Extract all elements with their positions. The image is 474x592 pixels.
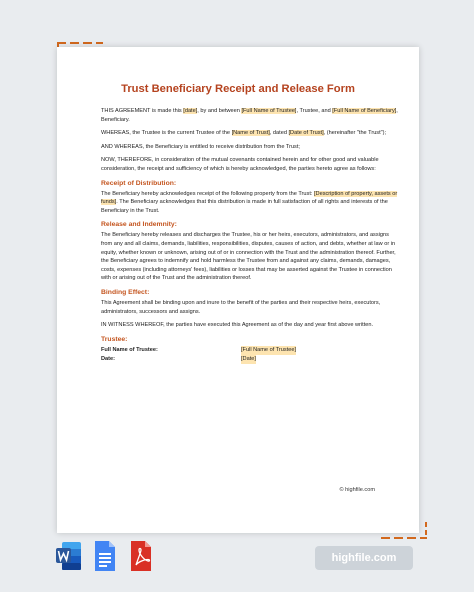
- receipt-text: The Beneficiary hereby acknowledges receipt of the following property from the Trust:: [101, 190, 314, 197]
- trustee-name-placeholder: [Full Name of Trustee]: [241, 108, 297, 114]
- highfile-badge[interactable]: highfile.com: [315, 546, 413, 570]
- receipt-heading: Receipt of Distribution:: [101, 179, 177, 187]
- word-icon[interactable]: [56, 540, 82, 572]
- whereas-paragraph-2: AND WHEREAS, the Beneficiary is entitled to receive distribution from the Trust;: [101, 143, 300, 150]
- signature-label: Full Name of Trustee:: [101, 346, 158, 353]
- intro-text: , Beneficiary.: [101, 108, 398, 123]
- whereas-text: WHEREAS, the Trustee is the current Trustee of the: [101, 130, 232, 137]
- document-title: Trust Beneficiary Receipt and Release Form: [121, 83, 355, 95]
- document-page: [57, 47, 419, 533]
- corner-decoration-top-left: [57, 42, 103, 44]
- google-docs-icon[interactable]: [92, 540, 118, 572]
- receipt-paragraph: [101, 190, 399, 216]
- binding-heading: Binding Effect:: [101, 288, 150, 296]
- copyright-credit: © highfile.com: [339, 487, 375, 493]
- signature-value: [Date]: [241, 355, 256, 362]
- trust-date-placeholder: [Date of Trust]: [288, 130, 324, 137]
- release-paragraph: The Beneficiary hereby releases and discharges the Trustee, his or her heirs, executors, administrators, and assigns from any and all claims, demands, liabilities, responsibilities, disputes, causes of action, and debts, whether at law or in equity, whether known or unknown, arising out of or in connection with the Trust and the administration thereof. Further, the Beneficiary agrees to indemnify and hold harmless the Trustee from and against any claims, demands, damages, costs, expenses (including attorneys' fees), liabilities or losses that may be asserted against the Trustee in connection with or arising out of the Trust and the administration thereof.: [101, 232, 396, 282]
- intro-text: , by and between: [197, 108, 242, 114]
- pdf-icon[interactable]: [128, 540, 154, 572]
- signature-row: [101, 346, 399, 355]
- signature-label: Date:: [101, 355, 115, 362]
- corner-decoration-bottom-right: [381, 537, 427, 539]
- property-placeholder: [Description of property, assets or funds]: [101, 190, 398, 206]
- now-therefore-paragraph: NOW, THEREFORE, in consideration of the mutual covenants contained herein and for other good and valuable consideration, the receipt and sufficiency of which is hereby acknowledged, the parties hereto agree as follows:: [101, 157, 379, 172]
- format-icons: [56, 540, 154, 572]
- release-heading: Release and Indemnity:: [101, 221, 177, 229]
- signature-value: [Full Name of Trustee]: [241, 346, 297, 353]
- witness-paragraph: IN WITNESS WHEREOF, the parties have executed this Agreement as of the day and year first above written.: [101, 322, 374, 329]
- beneficiary-name-placeholder: [Full Name of Beneficiary]: [332, 108, 397, 114]
- trust-name-placeholder: [Name of Trust]: [231, 130, 270, 137]
- signature-row: [101, 355, 399, 364]
- whereas-paragraph-1: [101, 129, 399, 138]
- trustee-heading: Trustee:: [101, 335, 128, 343]
- receipt-text: . The Beneficiary acknowledges that this distribution is made in full satisfaction of all rights and interests of the Beneficiary in the Trust.: [101, 199, 388, 214]
- intro-paragraph: [101, 107, 399, 124]
- date-placeholder: [date]: [183, 108, 198, 114]
- intro-text: THIS AGREEMENT is made this: [101, 108, 184, 114]
- whereas-text: , (hereinafter "the Trust");: [323, 130, 387, 137]
- binding-paragraph: This Agreement shall be binding upon and inure to the benefit of the parties and their respective heirs, executors, administrators, successors and assigns.: [101, 299, 381, 315]
- intro-text: , Trustee, and: [296, 108, 333, 114]
- whereas-text: , dated: [269, 130, 289, 137]
- corner-decoration-bottom-right-vertical: [425, 522, 427, 539]
